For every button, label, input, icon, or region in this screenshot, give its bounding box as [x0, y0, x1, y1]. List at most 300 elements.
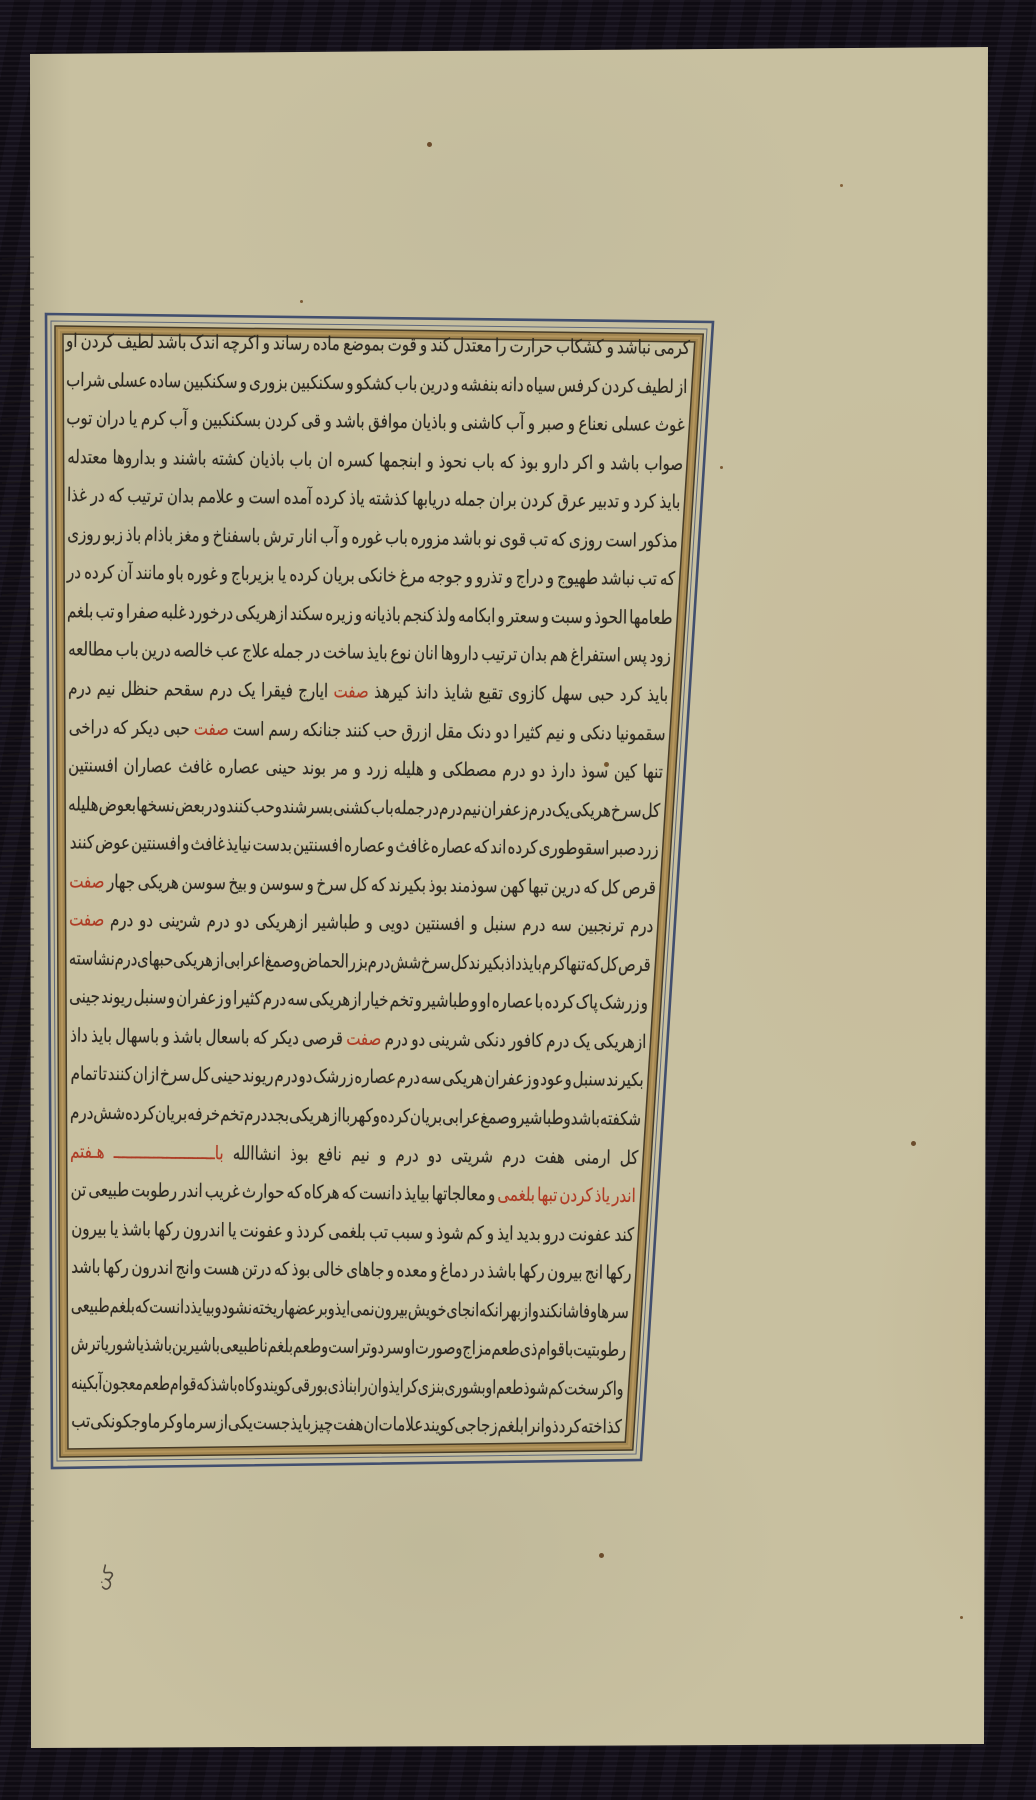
word: آن — [117, 561, 133, 585]
word: تر — [358, 1335, 371, 1359]
word: باسعال — [204, 1025, 250, 1049]
word: سرخ — [316, 872, 347, 896]
word: غافث — [190, 832, 225, 856]
word: تبها — [527, 874, 549, 898]
word: که — [108, 484, 124, 507]
word: صمغ — [265, 948, 294, 972]
word: درم — [502, 1144, 526, 1168]
word: که — [473, 835, 489, 859]
word: نیم — [545, 720, 565, 744]
word: و — [470, 912, 478, 936]
word: صفرا — [126, 600, 160, 624]
word: عب — [215, 639, 240, 663]
word: بسرشند — [282, 794, 334, 818]
word: عصاره — [218, 755, 261, 779]
word: باشیرین — [172, 1333, 221, 1357]
word: و — [181, 832, 190, 855]
word: رکها — [153, 1217, 180, 1241]
word: غافث — [394, 834, 430, 858]
word: نیم — [96, 676, 116, 700]
word: نباشد — [601, 566, 636, 590]
word: بداروها — [111, 445, 156, 469]
word: درین — [140, 638, 171, 662]
word: زجاجی — [454, 1413, 498, 1437]
word: کل — [641, 798, 661, 822]
word: قوام — [537, 1337, 566, 1361]
word: رطوبت — [131, 1178, 178, 1202]
word: باب — [384, 525, 409, 549]
word: اعرابی — [224, 948, 266, 972]
word: سکنکبین — [183, 369, 238, 393]
word: زرشک — [312, 1065, 354, 1089]
word: ولذ — [436, 603, 457, 627]
word: درم — [274, 1064, 298, 1088]
word: عفونت — [567, 1222, 612, 1246]
word: افسنتین — [130, 831, 181, 855]
word: بشوری — [444, 1375, 487, 1399]
word: حنظل — [120, 677, 159, 701]
word: اکرچه — [222, 331, 260, 355]
word: باذیان — [248, 447, 285, 471]
word: بیخ — [228, 871, 247, 895]
word: او — [404, 1336, 416, 1359]
word: طعم — [491, 1337, 520, 1361]
word: بلغم — [109, 1294, 136, 1318]
word: و — [640, 991, 649, 1015]
word: تب — [368, 1220, 388, 1243]
word: حبی — [163, 716, 190, 740]
word: بایذ — [90, 1024, 112, 1047]
word: معالجاتها — [431, 1182, 487, 1206]
word: نیم — [462, 796, 482, 820]
word: سه — [551, 913, 572, 937]
word: نحوذ — [438, 449, 467, 473]
word: بر — [315, 1296, 328, 1320]
word: عصاره — [343, 834, 386, 858]
word: کشکو — [355, 371, 393, 395]
word: ایارج — [297, 679, 329, 703]
word: عفونت — [239, 1218, 283, 1242]
word: ابکامه — [458, 603, 496, 627]
word: طعم — [143, 1371, 171, 1395]
word: زعفران — [481, 797, 529, 821]
word: نیم — [351, 1142, 371, 1166]
word: در — [305, 640, 320, 664]
word: حبی — [587, 682, 615, 706]
word: طباشیر — [516, 1106, 564, 1130]
rubric-word: صفت — [345, 1026, 382, 1050]
word: است — [248, 485, 280, 509]
word: طعم — [293, 1335, 322, 1358]
word: کرایذ — [388, 1374, 419, 1398]
word: که — [582, 875, 599, 899]
word: انرا — [523, 1414, 545, 1438]
word: بیرون — [546, 1260, 583, 1284]
word: درم — [243, 1102, 268, 1126]
word: شرینی — [158, 909, 201, 933]
word: و — [160, 446, 168, 469]
word: بریان — [322, 563, 356, 587]
word: شور — [109, 1332, 136, 1356]
word: سقحم — [163, 677, 204, 701]
word: کم — [548, 1376, 565, 1400]
word: باذیان — [411, 410, 448, 434]
word: درم — [69, 1101, 94, 1124]
word: ازهریکی — [288, 1103, 342, 1127]
word: سنبل — [572, 1068, 606, 1092]
word: نو — [484, 527, 497, 550]
word: کردن — [264, 408, 299, 432]
word: و — [327, 1296, 335, 1320]
word: سرد — [377, 1335, 405, 1359]
word: و — [568, 720, 577, 744]
word: ازرق — [401, 719, 432, 742]
word: تنها — [642, 760, 664, 784]
word: باشد — [70, 1255, 101, 1279]
catchword: کن — [89, 1562, 121, 1593]
word: ازهریکی — [235, 601, 289, 625]
rubric-word: یاذ — [594, 1184, 611, 1207]
word: ازان — [132, 1063, 160, 1086]
word: کثیرا — [513, 720, 542, 744]
word: و — [488, 1182, 496, 1206]
word: درین — [550, 874, 581, 898]
word: الحوذ — [594, 605, 628, 629]
word: و — [275, 794, 283, 818]
word: جنانکه — [302, 717, 342, 741]
word: قوی — [499, 527, 527, 551]
word: هفت — [534, 1144, 566, 1168]
word: مقل — [435, 719, 463, 743]
word: و — [564, 1068, 572, 1091]
word: دارو — [542, 450, 569, 474]
word: از — [216, 1411, 228, 1434]
rubric-word: صفت — [333, 679, 369, 703]
word: کرده — [124, 1101, 156, 1125]
word: و — [386, 834, 394, 858]
word: اندرون — [131, 1256, 174, 1279]
word: و — [249, 871, 257, 895]
word: درم — [206, 909, 230, 933]
word: نباشد — [616, 335, 651, 359]
word: شرینی — [428, 1027, 471, 1051]
word: با — [534, 990, 544, 1014]
word: و — [378, 1143, 387, 1166]
word: دو — [235, 910, 250, 933]
word: و — [306, 872, 314, 895]
word: بلغم — [67, 599, 94, 623]
word: درم — [208, 678, 233, 701]
word: و — [346, 371, 354, 394]
word: افسنتین — [414, 912, 465, 936]
word: ترتیب — [126, 484, 164, 508]
word: کشته — [210, 446, 245, 470]
word: حب — [250, 794, 276, 818]
word: توب — [66, 406, 93, 430]
word: غوره — [186, 562, 218, 586]
word: زعفران — [483, 1067, 532, 1091]
word: تدبیر — [589, 489, 619, 513]
word: کویند — [262, 1373, 293, 1397]
word: رکها — [605, 1261, 632, 1285]
rubric-word: صفت — [69, 869, 105, 893]
word: یا — [277, 563, 287, 586]
word: دو — [410, 1027, 425, 1051]
word: دماغ — [439, 1259, 469, 1283]
word: بریان — [154, 1101, 188, 1125]
word: یاذ — [348, 486, 365, 510]
word: زرشک — [599, 991, 641, 1015]
word: بریان — [409, 1104, 443, 1128]
word: مزاج — [462, 1336, 492, 1360]
word: افسنتین — [292, 833, 343, 857]
word: تب — [70, 1409, 91, 1433]
word: و — [202, 523, 210, 547]
word: دانذ — [415, 680, 439, 704]
word: یکی — [227, 1411, 253, 1435]
word: هست — [203, 1256, 240, 1280]
word: رکها — [518, 1260, 545, 1284]
word: درم — [67, 676, 92, 700]
word: درو — [543, 1222, 565, 1245]
word: نسخها — [136, 793, 176, 817]
word: نشود — [221, 1295, 253, 1319]
word: سنبل — [133, 986, 168, 1009]
word: کثیرا — [233, 987, 263, 1010]
word: در — [470, 1259, 485, 1283]
word: دانست — [359, 1181, 403, 1205]
word: سه — [287, 987, 309, 1011]
word: غافث — [178, 755, 213, 778]
word: باب — [288, 447, 313, 471]
word: معتدل — [453, 333, 492, 357]
word: و — [324, 409, 333, 433]
word: قرصی — [301, 1026, 343, 1050]
word: بوذ — [291, 1257, 311, 1281]
word: تنها — [565, 952, 586, 976]
word: درم — [528, 797, 553, 821]
word: قرص — [621, 875, 656, 899]
word: و — [585, 605, 593, 628]
word: باشذ — [486, 1260, 517, 1283]
word: که — [134, 1294, 150, 1318]
word: بیایذ — [190, 1295, 215, 1319]
word: دیکر — [131, 715, 160, 739]
word: و — [214, 1295, 222, 1319]
word: دو — [531, 759, 546, 782]
word: و — [589, 1299, 598, 1323]
word: درم — [395, 1143, 419, 1167]
word: فاشا — [562, 1299, 591, 1323]
word: و — [455, 1336, 463, 1360]
word: باشذ — [172, 1025, 202, 1048]
word: ان — [362, 1412, 379, 1436]
word: باب — [371, 795, 395, 819]
word: بایذ — [289, 1412, 311, 1435]
word: و — [355, 602, 363, 626]
word: واکر — [598, 1377, 624, 1400]
word: سوسن — [259, 871, 304, 895]
word: و — [451, 372, 459, 395]
word: سرخ — [159, 1063, 191, 1087]
word: استفراغ — [570, 643, 621, 667]
word: درم — [439, 796, 463, 820]
word: درتن — [241, 1257, 272, 1281]
word: باشد — [609, 451, 640, 475]
word: و — [622, 490, 630, 513]
word: کرفس — [557, 373, 600, 397]
word: دو — [298, 1065, 313, 1088]
word: بران — [488, 488, 517, 512]
word: قوام — [170, 1372, 197, 1395]
word: که — [550, 527, 567, 551]
word: مر — [331, 756, 349, 780]
word: جکونکی — [89, 1409, 141, 1433]
word: علامم — [197, 485, 234, 509]
word: درم — [545, 1029, 570, 1053]
word: و — [465, 565, 474, 589]
word: طعم — [496, 1375, 524, 1399]
word: شکفته — [599, 1107, 642, 1130]
word: لطیف — [636, 374, 675, 398]
word: شش — [390, 950, 422, 974]
word: حوارث — [242, 1180, 285, 1204]
word: طباشیر — [313, 910, 361, 934]
word: ابنجمها — [378, 448, 422, 472]
word: بموضع — [343, 332, 385, 356]
word: معده — [396, 1259, 428, 1282]
word: کل — [600, 875, 620, 899]
word: انج — [584, 1261, 603, 1284]
word: طبیعی — [70, 1293, 110, 1317]
word: کرد — [633, 490, 656, 513]
rubric-word: بلغمی — [497, 1183, 536, 1206]
word: افسنتین — [68, 753, 119, 777]
word: را — [357, 1374, 369, 1397]
word: و — [567, 412, 576, 435]
word: در — [425, 796, 440, 820]
word: معتدله — [66, 445, 108, 469]
word: درین — [419, 372, 450, 395]
word: کرده — [379, 1104, 411, 1128]
word: سوذمند — [449, 873, 498, 897]
word: و — [470, 989, 479, 1013]
word: عصاره — [430, 835, 473, 859]
word: جهار — [106, 869, 136, 893]
word: ارمنی — [574, 1145, 611, 1169]
word: بوذ — [519, 450, 539, 473]
word: ازهریکی — [255, 910, 308, 934]
word: اکر — [573, 450, 593, 474]
word: کرما — [147, 1410, 176, 1434]
word: دراخی — [68, 715, 109, 739]
word: مزوره — [410, 526, 450, 550]
word: درم — [109, 908, 134, 932]
word: باذام — [144, 523, 174, 547]
word: و — [419, 333, 428, 357]
word: بدان — [519, 643, 547, 666]
word: روزی — [67, 522, 101, 546]
word: حینی — [210, 1064, 242, 1087]
word: سرما — [182, 1410, 217, 1434]
word: قوت — [387, 333, 417, 356]
word: که — [112, 715, 129, 739]
word: باشذ — [144, 1333, 173, 1357]
word: بوذ — [428, 873, 448, 897]
word: مانند — [135, 561, 166, 585]
word: با — [564, 1338, 574, 1361]
word: باشند — [172, 446, 207, 470]
word: قرص — [618, 952, 651, 976]
word: شریتی — [451, 1143, 494, 1167]
word: آب — [319, 525, 339, 548]
word: کل — [600, 952, 619, 976]
word: و — [341, 525, 349, 549]
word: و — [140, 1410, 148, 1434]
word: جینی — [69, 985, 101, 1009]
word: انان — [413, 641, 438, 665]
word: ترش — [70, 1332, 101, 1356]
word: است — [605, 528, 637, 552]
word: ازهریکی — [593, 1029, 647, 1053]
word: رطوبتیت — [573, 1338, 627, 1362]
word: و — [429, 1259, 438, 1282]
word: تقیع — [478, 681, 503, 705]
word: بوذ — [290, 1142, 309, 1165]
word: و — [544, 1415, 552, 1438]
word: کنند — [226, 794, 252, 817]
word: بکیرند — [468, 951, 506, 975]
word: کل — [619, 1145, 639, 1169]
word: غوره — [351, 525, 383, 549]
word: دویی — [378, 911, 410, 935]
word: سه — [420, 1066, 442, 1090]
word: کرم — [141, 407, 167, 431]
word: سنبل — [483, 912, 517, 936]
word: باشذ — [210, 1372, 239, 1396]
word: داروها — [440, 642, 479, 666]
word: هریکی — [569, 798, 612, 822]
word: معجون — [102, 1371, 144, 1395]
word: بایذ — [659, 490, 681, 514]
word: کهربا — [341, 1104, 373, 1127]
word: مطالعه — [67, 638, 113, 662]
word: و — [509, 1106, 518, 1129]
word: و — [219, 794, 227, 817]
word: بیرون — [374, 1297, 409, 1321]
word: کشنی — [333, 795, 372, 819]
word: تخم — [220, 1102, 245, 1126]
word: کذشته — [368, 487, 409, 511]
word: و — [191, 407, 199, 431]
word: تب — [637, 567, 658, 591]
word: کنجم — [403, 603, 435, 627]
word: خانکی — [357, 564, 397, 588]
word: کل — [349, 872, 369, 896]
word: موافق — [368, 410, 409, 433]
word: سوذ — [581, 759, 609, 783]
word: هلیله — [68, 792, 100, 816]
word: بدان — [166, 484, 195, 508]
word: روزی — [568, 528, 603, 551]
word: بکیرند — [388, 873, 426, 897]
word: طبیعی — [88, 1178, 130, 1202]
word: کشکاب — [555, 334, 604, 359]
word: کافور — [508, 1028, 543, 1052]
word: تمام — [70, 1062, 98, 1086]
word: درم — [384, 1027, 408, 1051]
word: یا — [128, 407, 138, 430]
